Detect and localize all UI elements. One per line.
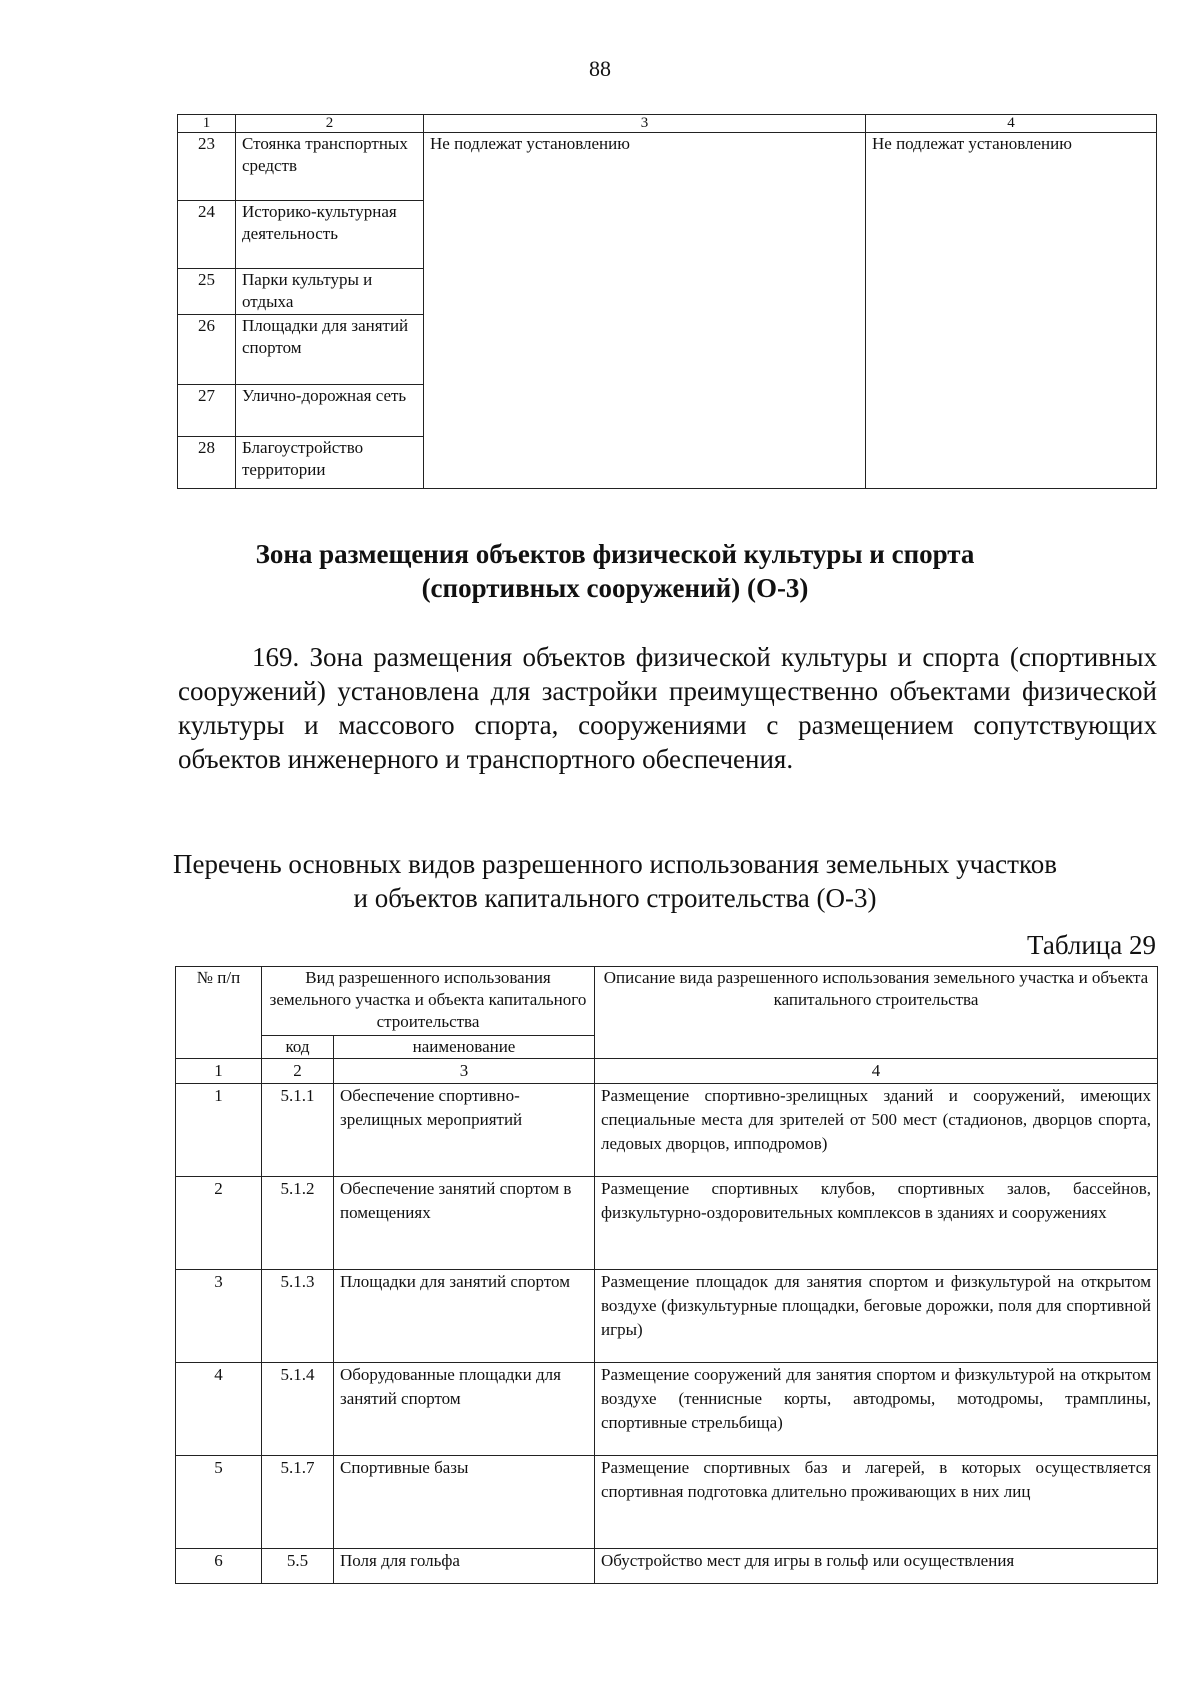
column-number-row: [176, 1059, 1158, 1084]
zone-heading-line: (спортивных сооружений) (О-3): [421, 573, 809, 603]
table-header-row: [176, 967, 1158, 1036]
restrictions-cell: Не подлежат установлению: [866, 133, 1157, 489]
row-number: 26: [178, 315, 236, 385]
use-description: Размещение спортивных баз и лагерей, в которых осуществляется спортивная подготовка длительно проживающих в них лиц: [595, 1456, 1158, 1549]
use-name: Спортивные базы: [334, 1456, 595, 1549]
use-code: 5.1.2: [262, 1177, 334, 1270]
header-description: Описание вида разрешенного использования земельного участка и объекта капитального строительства: [595, 967, 1158, 1059]
use-code: 5.1.7: [262, 1456, 334, 1549]
use-name: Стоянка транспортных средств: [236, 133, 424, 201]
column-number: 1: [176, 1059, 262, 1084]
row-number: 3: [176, 1270, 262, 1363]
use-description: Размещение спортивно-зрелищных зданий и сооружений, имеющих специальные места для зрителей от 500 мест (стадионов, дворцов спорта, ледовых дворцов, ипподромов): [595, 1084, 1158, 1177]
use-name: Поля для гольфа: [334, 1549, 595, 1584]
column-number: 3: [334, 1059, 595, 1084]
use-name: Площадки для занятий спортом: [236, 315, 424, 385]
use-name: Оборудованные площадки для занятий спортом: [334, 1363, 595, 1456]
use-description: Размещение спортивных клубов, спортивных залов, бассейнов, физкультурно-оздоровительных комплексов в зданиях и сооружениях: [595, 1177, 1158, 1270]
header-cell: 4: [866, 115, 1157, 133]
table-row: [176, 1549, 1158, 1584]
paragraph-169: [178, 640, 1157, 776]
list-title-line: Перечень основных видов разрешенного использования земельных участков: [173, 849, 1057, 879]
table-caption: Таблица 29: [1027, 930, 1156, 960]
table-row: [176, 1363, 1158, 1456]
column-number: 2: [262, 1059, 334, 1084]
row-number: 24: [178, 201, 236, 269]
row-number: 2: [176, 1177, 262, 1270]
row-number: 5: [176, 1456, 262, 1549]
table-row: [176, 1270, 1158, 1363]
table-header-row: [178, 115, 1157, 133]
continuation-table: [177, 114, 1157, 489]
use-name: Историко-культурная деятельность: [236, 201, 424, 269]
header-code: код: [262, 1036, 334, 1059]
table-row: [178, 133, 1157, 201]
use-name: Обеспечение занятий спортом в помещениях: [334, 1177, 595, 1270]
zone-heading: [150, 537, 1080, 605]
use-description: Размещение сооружений для занятия спортом и физкультурой на открытом воздухе (теннисные корты, автодромы, мотодромы, трамплины, спортивные стрельбища): [595, 1363, 1158, 1456]
row-number: 23: [178, 133, 236, 201]
row-number: 25: [178, 269, 236, 315]
header-use-type: Вид разрешенного использования земельного участка и объекта капитального строительства: [262, 967, 595, 1036]
header-cell: 3: [424, 115, 866, 133]
list-title-line: и объектов капитального строительства (О-3): [353, 883, 877, 913]
table-row: [176, 1177, 1158, 1270]
row-number: 6: [176, 1549, 262, 1584]
parameters-cell: Не подлежат установлению: [424, 133, 866, 489]
use-description: Обустройство мест для игры в гольф или осуществления: [595, 1549, 1158, 1584]
use-name: Обеспечение спортивно-зрелищных мероприятий: [334, 1084, 595, 1177]
column-number: 4: [595, 1059, 1158, 1084]
use-name: Улично-дорожная сеть: [236, 385, 424, 437]
header-cell: 1: [178, 115, 236, 133]
row-number: 28: [178, 437, 236, 489]
row-number: 1: [176, 1084, 262, 1177]
header-name: наименование: [334, 1036, 595, 1059]
table-row: [176, 1456, 1158, 1549]
table-row: [176, 1084, 1158, 1177]
header-number: № п/п: [176, 967, 262, 1059]
table-29: [175, 966, 1158, 1584]
use-code: 5.1.1: [262, 1084, 334, 1177]
row-number: 27: [178, 385, 236, 437]
use-description: Размещение площадок для занятия спортом и физкультурой на открытом воздухе (физкультурные площадки, беговые дорожки, поля для спортивной игры): [595, 1270, 1158, 1363]
use-name: Парки культуры и отдыха: [236, 269, 424, 315]
paragraph-text: 169. Зона размещения объектов физической культуры и спорта (спортивных сооружений) установлена для застройки преимущественно объектами физической культуры и массового спорта, сооружениями с размещением сопутствующих объектов инженерного и транспортного обеспечения.: [178, 642, 1157, 774]
use-code: 5.1.3: [262, 1270, 334, 1363]
zone-heading-line: Зона размещения объектов физической культуры и спорта: [255, 539, 975, 569]
list-title: [150, 847, 1080, 915]
row-number: 4: [176, 1363, 262, 1456]
header-cell: 2: [236, 115, 424, 133]
use-code: 5.5: [262, 1549, 334, 1584]
use-name: Благоустройство территории: [236, 437, 424, 489]
use-code: 5.1.4: [262, 1363, 334, 1456]
page-number: 88: [589, 56, 611, 81]
use-name: Площадки для занятий спортом: [334, 1270, 595, 1363]
